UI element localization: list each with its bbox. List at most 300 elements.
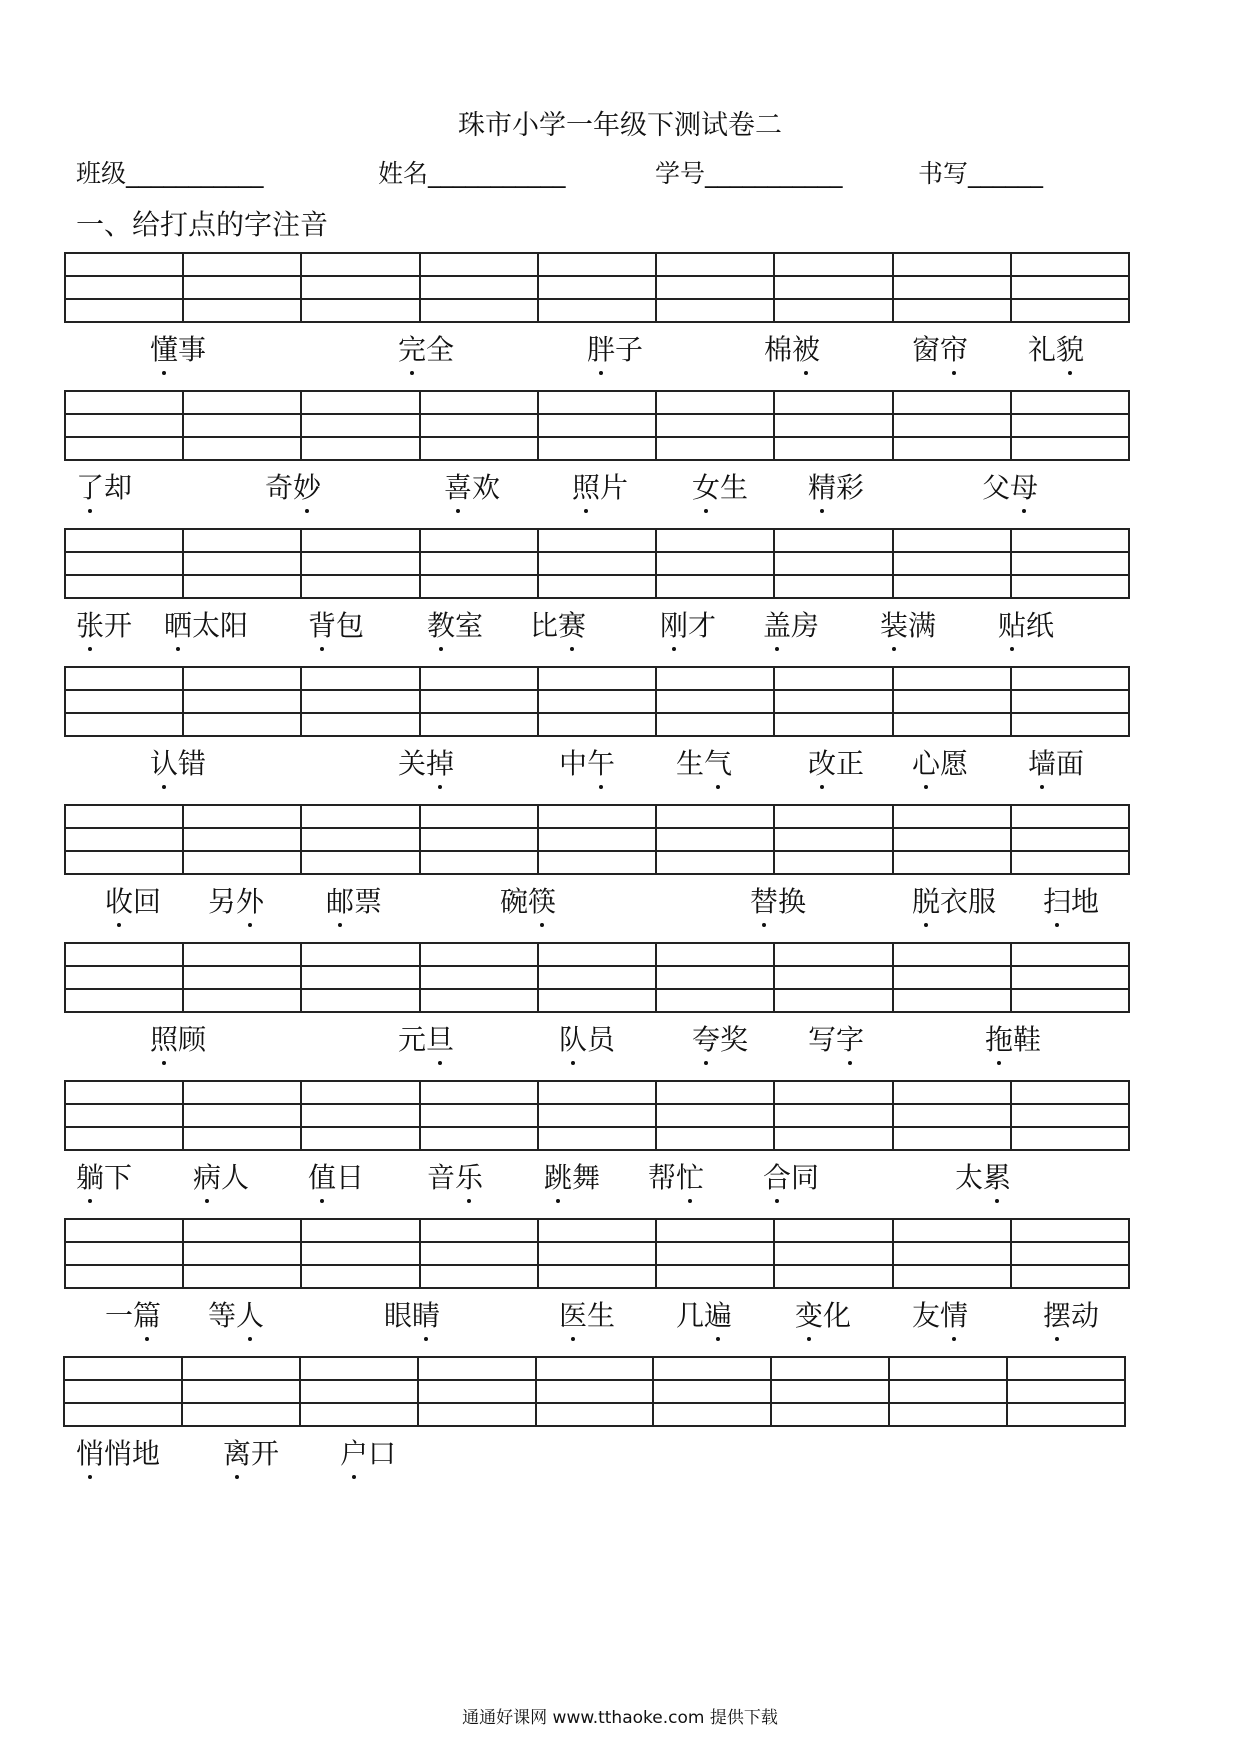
pinyin-writing-cell[interactable] <box>538 414 656 437</box>
pinyin-writing-cell[interactable] <box>893 1265 1011 1288</box>
pinyin-writing-cell[interactable] <box>420 529 538 552</box>
pinyin-writing-cell[interactable] <box>893 1104 1011 1127</box>
pinyin-writing-cell[interactable] <box>183 805 301 828</box>
pinyin-writing-cell[interactable] <box>65 414 183 437</box>
emphasis-dot <box>235 1475 239 1479</box>
pinyin-writing-cell[interactable] <box>420 1127 538 1150</box>
emphasis-dot <box>145 1337 149 1341</box>
pinyin-writing-cell[interactable] <box>1007 1403 1125 1426</box>
pinyin-grid <box>63 1356 1126 1427</box>
pinyin-writing-cell[interactable] <box>183 690 301 713</box>
emphasis-dot <box>892 647 896 651</box>
pinyin-writing-cell[interactable] <box>65 966 183 989</box>
pinyin-writing-cell[interactable] <box>538 989 656 1012</box>
pinyin-writing-cell[interactable] <box>183 1081 301 1104</box>
pinyin-writing-cell[interactable] <box>301 828 419 851</box>
pinyin-writing-cell[interactable] <box>65 943 183 966</box>
pinyin-writing-cell[interactable] <box>893 1242 1011 1265</box>
pinyin-writing-cell[interactable] <box>1011 1104 1129 1127</box>
vocab-word: 另外 <box>208 885 265 918</box>
pinyin-writing-cell[interactable] <box>65 828 183 851</box>
section-heading: 一、给打点的字注音 <box>76 208 329 241</box>
pinyin-writing-cell[interactable] <box>1011 552 1129 575</box>
pinyin-writing-cell[interactable] <box>420 805 538 828</box>
vocab-word: 友情 <box>912 1299 969 1332</box>
pinyin-writing-cell[interactable] <box>301 1127 419 1150</box>
pinyin-writing-cell[interactable] <box>183 1265 301 1288</box>
pinyin-writing-cell[interactable] <box>183 828 301 851</box>
pinyin-writing-cell[interactable] <box>301 253 419 276</box>
writing-blank: ______ <box>968 159 1044 188</box>
pinyin-writing-cell[interactable] <box>774 552 892 575</box>
pinyin-writing-cell[interactable] <box>301 391 419 414</box>
pinyin-writing-cell[interactable] <box>656 391 774 414</box>
vocab-word: 脱衣服 <box>912 885 997 918</box>
pinyin-writing-cell[interactable] <box>893 552 1011 575</box>
pinyin-writing-cell[interactable] <box>182 1403 300 1426</box>
pinyin-writing-cell[interactable] <box>538 667 656 690</box>
pinyin-writing-cell[interactable] <box>183 1127 301 1150</box>
pinyin-writing-cell[interactable] <box>301 299 419 322</box>
pinyin-writing-cell[interactable] <box>1011 529 1129 552</box>
pinyin-writing-cell[interactable] <box>183 713 301 736</box>
pinyin-writing-cell[interactable] <box>538 529 656 552</box>
pinyin-writing-cell[interactable] <box>420 989 538 1012</box>
pinyin-writing-cell[interactable] <box>183 1104 301 1127</box>
pinyin-writing-cell[interactable] <box>774 1104 892 1127</box>
pinyin-writing-cell[interactable] <box>774 391 892 414</box>
pinyin-writing-cell[interactable] <box>893 253 1011 276</box>
pinyin-writing-cell[interactable] <box>65 1219 183 1242</box>
pinyin-writing-cell[interactable] <box>301 667 419 690</box>
pinyin-writing-cell[interactable] <box>420 1219 538 1242</box>
pinyin-writing-cell[interactable] <box>65 1127 183 1150</box>
pinyin-writing-cell[interactable] <box>774 1081 892 1104</box>
pinyin-writing-cell[interactable] <box>65 1081 183 1104</box>
pinyin-writing-cell[interactable] <box>1011 437 1129 460</box>
pinyin-writing-cell[interactable] <box>183 1242 301 1265</box>
pinyin-writing-cell[interactable] <box>1011 253 1129 276</box>
pinyin-writing-cell[interactable] <box>1011 966 1129 989</box>
pinyin-writing-cell[interactable] <box>893 851 1011 874</box>
pinyin-writing-cell[interactable] <box>64 1403 182 1426</box>
pinyin-writing-cell[interactable] <box>656 805 774 828</box>
pinyin-writing-cell[interactable] <box>893 1127 1011 1150</box>
pinyin-writing-cell[interactable] <box>182 1357 300 1380</box>
pinyin-writing-cell[interactable] <box>774 414 892 437</box>
pinyin-writing-cell[interactable] <box>656 276 774 299</box>
pinyin-writing-cell[interactable] <box>65 552 183 575</box>
vocab-word: 变化 <box>795 1299 852 1332</box>
pinyin-writing-cell[interactable] <box>420 1242 538 1265</box>
pinyin-writing-cell[interactable] <box>301 575 419 598</box>
pinyin-writing-cell[interactable] <box>538 690 656 713</box>
pinyin-writing-cell[interactable] <box>183 529 301 552</box>
pinyin-writing-cell[interactable] <box>420 1081 538 1104</box>
pinyin-writing-cell[interactable] <box>774 943 892 966</box>
pinyin-writing-cell[interactable] <box>1011 828 1129 851</box>
pinyin-writing-cell[interactable] <box>1011 851 1129 874</box>
pinyin-writing-cell[interactable] <box>538 1219 656 1242</box>
pinyin-writing-cell[interactable] <box>893 437 1011 460</box>
pinyin-writing-cell[interactable] <box>656 690 774 713</box>
pinyin-writing-cell[interactable] <box>1007 1357 1125 1380</box>
vocab-word: 刚才 <box>660 609 717 642</box>
pinyin-writing-cell[interactable] <box>183 414 301 437</box>
pinyin-writing-cell[interactable] <box>656 713 774 736</box>
pinyin-writing-cell[interactable] <box>538 575 656 598</box>
pinyin-writing-cell[interactable] <box>538 805 656 828</box>
vocab-word: 照顾 <box>150 1023 207 1056</box>
pinyin-writing-cell[interactable] <box>64 1380 182 1403</box>
emphasis-dot <box>952 371 956 375</box>
pinyin-writing-cell[interactable] <box>538 966 656 989</box>
pinyin-writing-cell[interactable] <box>893 828 1011 851</box>
pinyin-writing-cell[interactable] <box>1011 1127 1129 1150</box>
pinyin-writing-cell[interactable] <box>183 1219 301 1242</box>
pinyin-writing-cell[interactable] <box>301 1242 419 1265</box>
pinyin-writing-cell[interactable] <box>536 1357 654 1380</box>
pinyin-writing-cell[interactable] <box>65 391 183 414</box>
pinyin-writing-cell[interactable] <box>538 1265 656 1288</box>
pinyin-writing-cell[interactable] <box>1011 575 1129 598</box>
pinyin-writing-cell[interactable] <box>301 943 419 966</box>
pinyin-writing-cell[interactable] <box>889 1380 1007 1403</box>
pinyin-writing-cell[interactable] <box>774 299 892 322</box>
pinyin-writing-cell[interactable] <box>893 989 1011 1012</box>
pinyin-writing-cell[interactable] <box>65 851 183 874</box>
pinyin-writing-cell[interactable] <box>301 851 419 874</box>
pinyin-writing-cell[interactable] <box>65 1265 183 1288</box>
pinyin-writing-cell[interactable] <box>300 1403 418 1426</box>
pinyin-writing-cell[interactable] <box>656 989 774 1012</box>
pinyin-writing-cell[interactable] <box>183 391 301 414</box>
pinyin-writing-cell[interactable] <box>301 966 419 989</box>
pinyin-writing-cell[interactable] <box>771 1357 889 1380</box>
pinyin-writing-cell[interactable] <box>420 299 538 322</box>
pinyin-writing-cell[interactable] <box>300 1357 418 1380</box>
pinyin-writing-cell[interactable] <box>893 805 1011 828</box>
pinyin-writing-cell[interactable] <box>1011 989 1129 1012</box>
pinyin-writing-cell[interactable] <box>889 1357 1007 1380</box>
pinyin-writing-cell[interactable] <box>536 1380 654 1403</box>
pinyin-writing-cell[interactable] <box>1011 690 1129 713</box>
emphasis-dot <box>88 1475 92 1479</box>
class-field <box>76 154 264 190</box>
vocab-word: 墙面 <box>1028 747 1085 780</box>
emphasis-dot <box>762 923 766 927</box>
pinyin-writing-cell[interactable] <box>774 529 892 552</box>
pinyin-writing-cell[interactable] <box>65 805 183 828</box>
pinyin-writing-cell[interactable] <box>656 437 774 460</box>
pinyin-writing-cell[interactable] <box>771 1380 889 1403</box>
pinyin-writing-cell[interactable] <box>774 1265 892 1288</box>
pinyin-writing-cell[interactable] <box>1011 943 1129 966</box>
pinyin-writing-cell[interactable] <box>300 1380 418 1403</box>
pinyin-writing-cell[interactable] <box>893 966 1011 989</box>
pinyin-writing-cell[interactable] <box>301 529 419 552</box>
pinyin-writing-cell[interactable] <box>420 966 538 989</box>
vocab-word: 几遍 <box>676 1299 733 1332</box>
pinyin-writing-cell[interactable] <box>889 1403 1007 1426</box>
vocab-word: 心愿 <box>912 747 969 780</box>
pinyin-writing-cell[interactable] <box>774 1242 892 1265</box>
pinyin-writing-cell[interactable] <box>301 713 419 736</box>
vocab-word: 元旦 <box>398 1023 455 1056</box>
pinyin-writing-cell[interactable] <box>420 276 538 299</box>
pinyin-writing-cell[interactable] <box>653 1380 771 1403</box>
vocab-word: 了却 <box>76 471 133 504</box>
emphasis-dot <box>599 371 603 375</box>
pinyin-writing-cell[interactable] <box>653 1357 771 1380</box>
pinyin-writing-cell[interactable] <box>893 414 1011 437</box>
pinyin-writing-cell[interactable] <box>65 1104 183 1127</box>
pinyin-writing-cell[interactable] <box>774 690 892 713</box>
pinyin-writing-cell[interactable] <box>65 529 183 552</box>
vocab-word: 帮忙 <box>648 1161 705 1194</box>
pinyin-writing-cell[interactable] <box>656 552 774 575</box>
pinyin-writing-cell[interactable] <box>64 1357 182 1380</box>
pinyin-writing-cell[interactable] <box>656 414 774 437</box>
pinyin-writing-cell[interactable] <box>418 1380 536 1403</box>
pinyin-writing-cell[interactable] <box>774 805 892 828</box>
pinyin-writing-cell[interactable] <box>774 828 892 851</box>
vocab-word: 精彩 <box>808 471 865 504</box>
pinyin-writing-cell[interactable] <box>301 805 419 828</box>
writing-label: 书写 <box>918 159 969 188</box>
pinyin-writing-cell[interactable] <box>774 1127 892 1150</box>
pinyin-writing-cell[interactable] <box>656 253 774 276</box>
pinyin-writing-cell[interactable] <box>893 1081 1011 1104</box>
pinyin-writing-cell[interactable] <box>656 1104 774 1127</box>
pinyin-writing-cell[interactable] <box>774 1219 892 1242</box>
vocab-word: 摆动 <box>1043 1299 1100 1332</box>
pinyin-writing-cell[interactable] <box>1011 667 1129 690</box>
pinyin-writing-cell[interactable] <box>893 1219 1011 1242</box>
vocab-word: 奇妙 <box>265 471 322 504</box>
emphasis-dot <box>162 371 166 375</box>
emphasis-dot <box>688 1199 692 1203</box>
pinyin-writing-cell[interactable] <box>893 276 1011 299</box>
pinyin-writing-cell[interactable] <box>1007 1380 1125 1403</box>
pinyin-writing-cell[interactable] <box>656 299 774 322</box>
pinyin-writing-cell[interactable] <box>301 1265 419 1288</box>
pinyin-writing-cell[interactable] <box>771 1403 889 1426</box>
pinyin-writing-cell[interactable] <box>420 414 538 437</box>
pinyin-writing-cell[interactable] <box>538 1127 656 1150</box>
pinyin-writing-cell[interactable] <box>538 391 656 414</box>
pinyin-writing-cell[interactable] <box>1011 276 1129 299</box>
pinyin-writing-cell[interactable] <box>183 966 301 989</box>
class-blank: ___________ <box>126 159 264 188</box>
pinyin-writing-cell[interactable] <box>301 690 419 713</box>
vocab-word: 扫地 <box>1043 885 1100 918</box>
pinyin-writing-cell[interactable] <box>656 575 774 598</box>
emphasis-dot <box>88 647 92 651</box>
vocab-word: 跳舞 <box>544 1161 601 1194</box>
pinyin-writing-cell[interactable] <box>420 1265 538 1288</box>
pinyin-writing-cell[interactable] <box>656 851 774 874</box>
pinyin-writing-cell[interactable] <box>182 1380 300 1403</box>
pinyin-writing-cell[interactable] <box>420 690 538 713</box>
pinyin-writing-cell[interactable] <box>65 299 183 322</box>
pinyin-writing-cell[interactable] <box>774 253 892 276</box>
pinyin-writing-cell[interactable] <box>65 253 183 276</box>
pinyin-writing-cell[interactable] <box>656 529 774 552</box>
word-row <box>0 742 1240 792</box>
vocab-word: 夸奖 <box>692 1023 749 1056</box>
pinyin-writing-cell[interactable] <box>65 713 183 736</box>
emphasis-dot <box>924 923 928 927</box>
pinyin-writing-cell[interactable] <box>420 253 538 276</box>
pinyin-writing-cell[interactable] <box>893 575 1011 598</box>
pinyin-writing-cell[interactable] <box>420 828 538 851</box>
pinyin-writing-cell[interactable] <box>301 414 419 437</box>
emphasis-dot <box>1040 785 1044 789</box>
emphasis-dot <box>540 923 544 927</box>
vocab-word: 棉被 <box>764 333 821 366</box>
pinyin-writing-cell[interactable] <box>1011 1081 1129 1104</box>
pinyin-writing-cell[interactable] <box>893 391 1011 414</box>
pinyin-writing-cell[interactable] <box>301 1219 419 1242</box>
pinyin-writing-cell[interactable] <box>418 1357 536 1380</box>
pinyin-writing-cell[interactable] <box>1011 713 1129 736</box>
pinyin-writing-cell[interactable] <box>538 713 656 736</box>
pinyin-writing-cell[interactable] <box>65 276 183 299</box>
pinyin-writing-cell[interactable] <box>538 943 656 966</box>
emphasis-dot <box>1068 371 1072 375</box>
vocab-word: 父母 <box>982 471 1039 504</box>
pinyin-grid <box>64 1080 1130 1151</box>
vocab-word: 中午 <box>559 747 616 780</box>
pinyin-writing-cell[interactable] <box>893 713 1011 736</box>
pinyin-writing-cell[interactable] <box>536 1403 654 1426</box>
pinyin-writing-cell[interactable] <box>1011 805 1129 828</box>
emphasis-dot <box>775 1199 779 1203</box>
pinyin-writing-cell[interactable] <box>656 1081 774 1104</box>
emphasis-dot <box>775 647 779 651</box>
pinyin-writing-cell[interactable] <box>420 851 538 874</box>
pinyin-writing-cell[interactable] <box>538 437 656 460</box>
pinyin-writing-cell[interactable] <box>183 667 301 690</box>
vocab-word: 教室 <box>427 609 484 642</box>
pinyin-writing-cell[interactable] <box>774 437 892 460</box>
pinyin-writing-cell[interactable] <box>656 943 774 966</box>
pinyin-writing-cell[interactable] <box>420 1104 538 1127</box>
pinyin-writing-cell[interactable] <box>538 828 656 851</box>
pinyin-writing-cell[interactable] <box>1011 1219 1129 1242</box>
pinyin-writing-cell[interactable] <box>65 437 183 460</box>
word-row <box>0 1018 1240 1068</box>
pinyin-writing-cell[interactable] <box>656 667 774 690</box>
pinyin-writing-cell[interactable] <box>65 575 183 598</box>
pinyin-writing-cell[interactable] <box>656 1265 774 1288</box>
pinyin-writing-cell[interactable] <box>420 713 538 736</box>
emphasis-dot <box>352 1475 356 1479</box>
pinyin-writing-cell[interactable] <box>183 276 301 299</box>
pinyin-writing-cell[interactable] <box>893 690 1011 713</box>
pinyin-writing-cell[interactable] <box>653 1403 771 1426</box>
pinyin-writing-cell[interactable] <box>183 851 301 874</box>
pinyin-writing-cell[interactable] <box>538 253 656 276</box>
pinyin-writing-cell[interactable] <box>538 1104 656 1127</box>
pinyin-writing-cell[interactable] <box>65 989 183 1012</box>
name-label: 姓名 <box>378 159 429 188</box>
pinyin-writing-cell[interactable] <box>183 552 301 575</box>
pinyin-writing-cell[interactable] <box>420 437 538 460</box>
pinyin-writing-cell[interactable] <box>420 943 538 966</box>
pinyin-writing-cell[interactable] <box>183 299 301 322</box>
pinyin-writing-cell[interactable] <box>1011 1242 1129 1265</box>
vocab-word: 女生 <box>692 471 749 504</box>
pinyin-writing-cell[interactable] <box>656 1127 774 1150</box>
pinyin-writing-cell[interactable] <box>893 529 1011 552</box>
pinyin-writing-cell[interactable] <box>538 851 656 874</box>
pinyin-writing-cell[interactable] <box>183 989 301 1012</box>
pinyin-writing-cell[interactable] <box>656 966 774 989</box>
pinyin-writing-cell[interactable] <box>65 690 183 713</box>
pinyin-writing-cell[interactable] <box>420 552 538 575</box>
emphasis-dot <box>704 509 708 513</box>
pinyin-writing-cell[interactable] <box>183 943 301 966</box>
pinyin-writing-cell[interactable] <box>893 943 1011 966</box>
pinyin-writing-cell[interactable] <box>1011 414 1129 437</box>
vocab-word: 懂事 <box>150 333 207 366</box>
pinyin-writing-cell[interactable] <box>774 276 892 299</box>
pinyin-writing-cell[interactable] <box>656 1219 774 1242</box>
pinyin-writing-cell[interactable] <box>774 575 892 598</box>
pinyin-writing-cell[interactable] <box>656 828 774 851</box>
emphasis-dot <box>162 785 166 789</box>
pinyin-writing-cell[interactable] <box>1011 391 1129 414</box>
pinyin-writing-cell[interactable] <box>656 1242 774 1265</box>
pinyin-writing-cell[interactable] <box>893 299 1011 322</box>
pinyin-writing-cell[interactable] <box>301 989 419 1012</box>
pinyin-writing-cell[interactable] <box>183 253 301 276</box>
pinyin-writing-cell[interactable] <box>301 552 419 575</box>
pinyin-writing-cell[interactable] <box>301 1081 419 1104</box>
pinyin-writing-cell[interactable] <box>183 575 301 598</box>
pinyin-writing-cell[interactable] <box>538 1242 656 1265</box>
vocab-word: 替换 <box>750 885 807 918</box>
pinyin-writing-cell[interactable] <box>301 437 419 460</box>
pinyin-writing-cell[interactable] <box>538 299 656 322</box>
pinyin-writing-cell[interactable] <box>774 667 892 690</box>
pinyin-writing-cell[interactable] <box>301 276 419 299</box>
pinyin-writing-cell[interactable] <box>538 1081 656 1104</box>
emphasis-dot <box>995 1199 999 1203</box>
emphasis-dot <box>704 1061 708 1065</box>
pinyin-writing-cell[interactable] <box>65 1242 183 1265</box>
pinyin-writing-cell[interactable] <box>420 391 538 414</box>
pinyin-writing-cell[interactable] <box>774 989 892 1012</box>
pinyin-writing-cell[interactable] <box>774 851 892 874</box>
pinyin-writing-cell[interactable] <box>538 276 656 299</box>
pinyin-writing-cell[interactable] <box>418 1403 536 1426</box>
pinyin-writing-cell[interactable] <box>893 667 1011 690</box>
pinyin-writing-cell[interactable] <box>538 552 656 575</box>
pinyin-writing-cell[interactable] <box>65 667 183 690</box>
emphasis-dot <box>438 1061 442 1065</box>
pinyin-writing-cell[interactable] <box>1011 299 1129 322</box>
pinyin-writing-cell[interactable] <box>774 713 892 736</box>
pinyin-writing-cell[interactable] <box>774 966 892 989</box>
pinyin-writing-cell[interactable] <box>183 437 301 460</box>
pinyin-writing-cell[interactable] <box>1011 1265 1129 1288</box>
pinyin-writing-cell[interactable] <box>420 575 538 598</box>
pinyin-writing-cell[interactable] <box>420 667 538 690</box>
pinyin-writing-cell[interactable] <box>301 1104 419 1127</box>
